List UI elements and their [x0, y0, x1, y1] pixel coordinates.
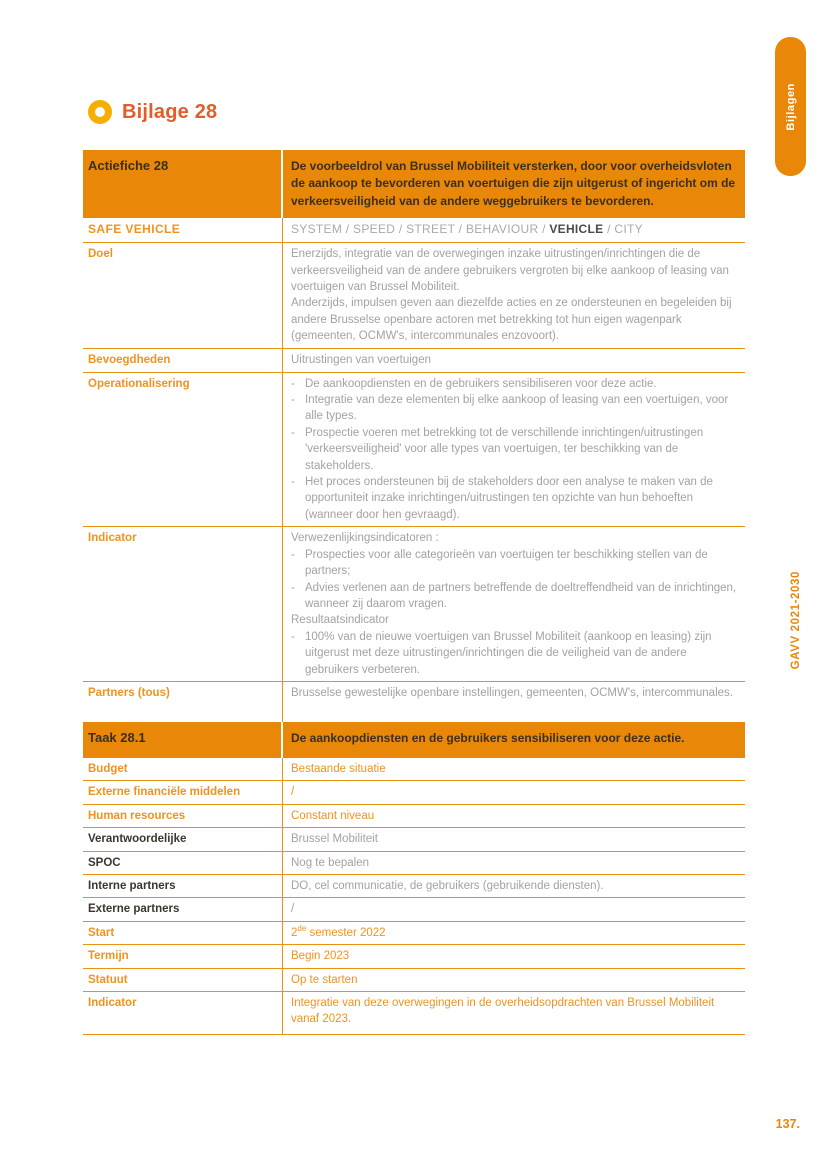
- start-label-cell: [83, 922, 283, 944]
- start-label: Start: [88, 926, 115, 939]
- table-row-statuut: [83, 969, 745, 992]
- externe-partners-value: /: [291, 903, 295, 916]
- start-value-cell: [283, 922, 745, 944]
- table-row-verantwoordelijke: [83, 828, 745, 851]
- table-row-doel: [83, 243, 745, 349]
- indicator-taak-label-cell: [83, 992, 283, 1034]
- externe-middelen-value: /: [291, 786, 295, 799]
- indicator-heading-2: Resultaatsindicator: [291, 614, 389, 627]
- table-row-indicator-taak: [83, 992, 745, 1035]
- table-row-partners: [83, 682, 745, 722]
- list-item: [291, 425, 739, 474]
- bevoegdheden-value-cell: [283, 349, 745, 371]
- operationalisering-label-cell: [83, 373, 283, 527]
- doel-paragraph-1: Enerzijds, integratie van de overwegingen inzake uitrustingen/inrichtingen die de verkeersveiligheid van de andere gebruikers vergroten bij elke aankoop of leasing van voertuigen van Brussel Mobiliteit.: [291, 248, 729, 294]
- table-row-externe-financiele-middelen: [83, 781, 745, 804]
- taak-description: De aankoopdiensten en de gebruikers sensibiliseren voor deze actie.: [291, 730, 685, 745]
- bijlagen-side-tab-label: Bijlagen: [784, 82, 797, 131]
- termijn-label-cell: [83, 945, 283, 967]
- table-row-termijn: [83, 945, 745, 968]
- list-item-text: - Prospectie voeren met betrekking tot de verschillende inrichtingen/uitrustingen 'verkeersveiligheid' voor alle types van voertuigen, ter beschikking van de stakeholders.: [305, 426, 704, 472]
- list-item: [291, 580, 739, 613]
- table-row-human-resources: [83, 805, 745, 828]
- verantwoordelijke-label: Verantwoordelijke: [88, 833, 187, 846]
- list-item-text: - 100% van de nieuwe voertuigen van Brussel Mobiliteit (aankoop en leasing) zijn uitgerust met deze uitrustingen/inrichtingen die de veiligheid van de andere gebruikers verbeteren.: [305, 630, 712, 676]
- verantwoordelijke-value: Brussel Mobiliteit: [291, 833, 378, 846]
- operationalisering-label: Operationalisering: [88, 377, 190, 390]
- interne-partners-value: DO, cel communicatie, de gebruikers (gebruikende diensten).: [291, 879, 604, 892]
- statuut-label-cell: [83, 969, 283, 991]
- table-row-budget: [83, 758, 745, 781]
- verantwoordelijke-value-cell: [283, 828, 745, 850]
- list-item-text: - Prospecties voor alle categorieën van voertuigen ter beschikking stellen van de partners;: [305, 548, 708, 578]
- externe-middelen-label-cell: [83, 781, 283, 803]
- taak-label-cell: [83, 722, 283, 758]
- table-row-category: [83, 218, 745, 243]
- gavv-side-label: [783, 565, 809, 675]
- termijn-value: Begin 2023: [291, 950, 350, 963]
- category-tags-before: SYSTEM / SPEED / STREET / BEHAVIOUR /: [291, 222, 550, 237]
- header-label-cell: [83, 150, 283, 218]
- human-resources-value-cell: [283, 805, 745, 827]
- category-label: SAFE VEHICLE: [88, 222, 181, 237]
- category-tag-highlight: VEHICLE: [549, 222, 604, 237]
- partners-label: Partners (tous): [88, 686, 170, 699]
- header-value-cell: [283, 150, 745, 218]
- doel-value-cell: [283, 243, 745, 348]
- indicator-list-1: [291, 547, 739, 613]
- spoc-label-cell: [83, 852, 283, 874]
- start-value-superscript: de: [297, 923, 307, 933]
- statuut-label: Statuut: [88, 973, 128, 986]
- taak-label: Taak 28.1: [88, 729, 146, 745]
- spoc-label: SPOC: [88, 856, 121, 869]
- list-item-text: - Het proces ondersteunen bij de stakeholders door een analyse te maken van de opportuniteit inzake inrichtingen/uitrustingen ten opzichte van hun behoeften (wanneer door hen gevraagd).: [305, 476, 713, 521]
- indicator-value-cell: [283, 527, 745, 681]
- bevoegdheden-text: Uitrustingen van voertuigen: [291, 354, 431, 367]
- taak-value-cell: [283, 722, 745, 758]
- donut-bullet-icon: [88, 100, 112, 124]
- interne-partners-label-cell: [83, 875, 283, 897]
- budget-label-cell: [83, 758, 283, 780]
- table-row-actiefiche-header: [83, 150, 745, 218]
- list-item-text: - De aankoopdiensten en de gebruikers sensibiliseren voor deze actie.: [305, 377, 657, 390]
- externe-partners-value-cell: [283, 898, 745, 920]
- budget-value-cell: [283, 758, 745, 780]
- category-tags-cell: [283, 218, 745, 242]
- statuut-value-cell: [283, 969, 745, 991]
- operationalisering-value-cell: [283, 373, 745, 527]
- indicator-label: Indicator: [88, 532, 137, 545]
- indicator-heading-1: Verwezenlijkingsindicatoren :: [291, 532, 439, 545]
- partners-value-cell: [283, 682, 745, 722]
- actiefiche-table: [83, 150, 745, 1035]
- bevoegdheden-label: Bevoegdheden: [88, 354, 171, 367]
- externe-partners-label: Externe partners: [88, 903, 180, 916]
- category-label-cell: [83, 218, 283, 242]
- start-value-rest: semester 2022: [306, 926, 386, 939]
- table-row-indicator: [83, 527, 745, 682]
- indicator-list-2: [291, 629, 739, 678]
- list-item: [291, 474, 739, 523]
- externe-middelen-label: Externe financiële middelen: [88, 786, 241, 799]
- interne-partners-value-cell: [283, 875, 745, 897]
- budget-label: Budget: [88, 762, 128, 775]
- bevoegdheden-label-cell: [83, 349, 283, 371]
- spoc-value: Nog te bepalen: [291, 856, 370, 869]
- externe-partners-label-cell: [83, 898, 283, 920]
- list-item-text: - Advies verlenen aan de partners betreffende de doeltreffendheid van de inrichtingen, wanneer zij daarom vragen.: [305, 581, 737, 610]
- spoc-value-cell: [283, 852, 745, 874]
- list-item-text: - Integratie van deze elementen bij elke aankoop of leasing van een voertuigen, voor alle types.: [305, 394, 729, 423]
- indicator-taak-value: Integratie van deze overwegingen in de overheidsopdrachten van Brussel Mobiliteit vanaf 2023.: [291, 997, 715, 1026]
- partners-label-cell: [83, 682, 283, 722]
- human-resources-value: Constant niveau: [291, 809, 375, 822]
- table-row-spoc: [83, 852, 745, 875]
- indicator-taak-label: Indicator: [88, 997, 137, 1009]
- human-resources-label: Human resources: [88, 809, 186, 822]
- doel-label-cell: [83, 243, 283, 348]
- doel-paragraph-2: Anderzijds, impulsen geven aan diezelfde acties en ze ondersteunen en begeleiden bij andere Brusselse openbare actoren met betrekking tot hun eigen wagenpark (gemeenten, OCMW's, intercommunales enzovoort).: [291, 297, 732, 343]
- interne-partners-label: Interne partners: [88, 879, 176, 892]
- verantwoordelijke-label-cell: [83, 828, 283, 850]
- list-item: [291, 376, 739, 392]
- partners-text: Brusselse gewestelijke openbare instellingen, gemeenten, OCMW's, intercommunales.: [291, 686, 733, 699]
- table-row-externe-partners: [83, 898, 745, 921]
- page-title-block: [88, 100, 217, 124]
- human-resources-label-cell: [83, 805, 283, 827]
- actiefiche-label: Actiefiche 28: [88, 158, 169, 173]
- actiefiche-description: De voorbeeldrol van Brussel Mobiliteit versterken, door voor overheidsvloten de aankoop te bevorderen van voertuigen die zijn uitgerust of ingericht om de verkeersveiligheid van de andere weggebruikers te bevorderen.: [291, 159, 736, 208]
- indicator-label-cell: [83, 527, 283, 681]
- table-row-taak: [83, 722, 745, 758]
- table-row-bevoegdheden: [83, 349, 745, 372]
- table-row-start: [83, 922, 745, 945]
- doel-label: Doel: [88, 248, 113, 261]
- category-tags-after: / CITY: [603, 222, 643, 237]
- statuut-value: Op te starten: [291, 973, 358, 986]
- table-row-operationalisering: [83, 373, 745, 528]
- termijn-label: Termijn: [88, 950, 129, 963]
- termijn-value-cell: [283, 945, 745, 967]
- bijlagen-side-tab: [775, 37, 806, 176]
- budget-value: Bestaande situatie: [291, 762, 386, 775]
- page-title: Bijlage 28: [122, 100, 218, 123]
- operationalisering-list: [291, 376, 739, 524]
- list-item: [291, 392, 739, 425]
- list-item: [291, 629, 739, 678]
- list-item: [291, 547, 739, 580]
- table-row-interne-partners: [83, 875, 745, 898]
- externe-middelen-value-cell: [283, 781, 745, 803]
- indicator-taak-value-cell: [283, 992, 745, 1034]
- page-number: 137.: [775, 1117, 800, 1131]
- start-value-number: 2: [291, 926, 298, 939]
- gavv-side-label-text: GAVV 2021-2030: [790, 570, 802, 670]
